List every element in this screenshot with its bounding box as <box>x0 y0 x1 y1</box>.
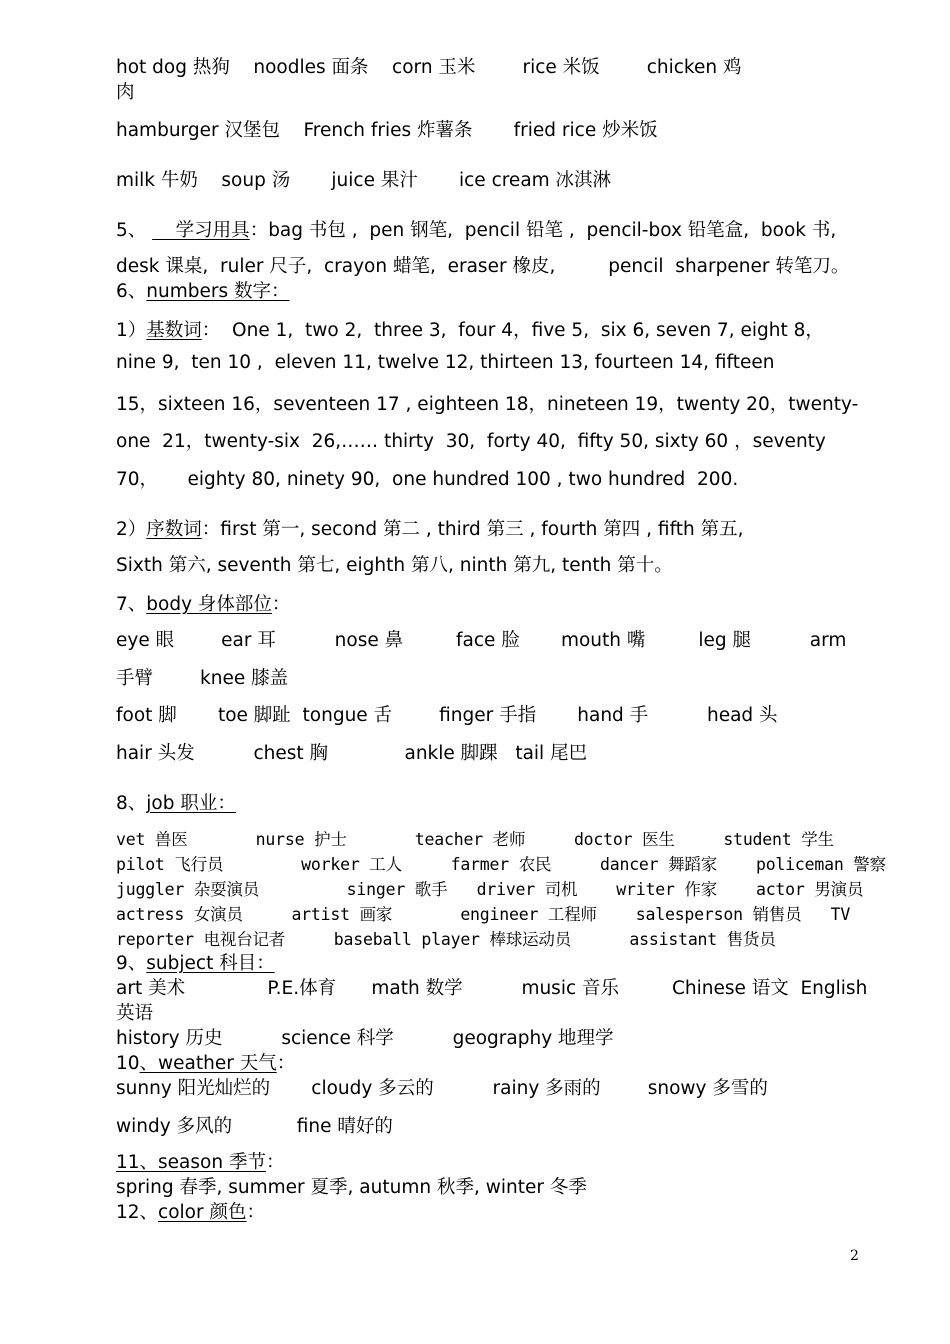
body-heading-line <box>116 590 290 616</box>
section-heading-job: job 职业： <box>146 793 236 814</box>
body-line-4: hair 头发 chest 胸 ankle 脚踝 tail 尾巴 <box>116 743 588 764</box>
section-number: 9、 <box>116 953 147 974</box>
subject-line-1: art 美术 P.E.体育 math 数学 music 音乐 Chinese 语文 English <box>116 978 868 999</box>
section-heading-numbers: numbers 数字： <box>146 281 290 302</box>
color-heading-line <box>116 1198 265 1224</box>
body-line-1: eye 眼 ear 耳 nose 鼻 face 脸 mouth 嘴 leg 腿 arm <box>116 630 847 651</box>
school-things-line-2: desk 课桌, ruler 尺子, crayon 蜡笔, eraser 橡皮, pencil sharpener 转笔刀。 <box>116 256 850 277</box>
job-line-1: vet 兽医 nurse 护士 teacher 老师 doctor 医生 student 学生 <box>116 830 834 849</box>
heading-colon: ： <box>276 1053 296 1074</box>
weather-line-2: windy 多风的 fine 晴好的 <box>116 1116 393 1137</box>
section-number: 6、 <box>116 281 147 302</box>
ordinal-line-2: Sixth 第六, seventh 第七, eighth 第八, ninth 第九, tenth 第十。 <box>116 555 673 576</box>
cardinal-line-5: 70， eighty 80, ninety 90, one hundred 100 , two hundred 200. <box>116 469 739 490</box>
job-line-4: actress 女演员 artist 画家 engineer 工程师 salesperson 销售员 TV <box>116 905 851 924</box>
subheading-ordinal: 序数词 <box>146 519 202 540</box>
season-heading-line <box>116 1148 284 1174</box>
food-line-1: hot dog 热狗 noodles 面条 corn 玉米 rice 米饭 chicken 鸡 <box>116 57 742 78</box>
heading-colon: ： <box>246 1202 265 1223</box>
numbers-heading-line <box>116 277 290 303</box>
section-heading-subject: subject 科目： <box>146 953 275 974</box>
subject-line-2: 英语 <box>116 1003 154 1024</box>
school-things-items: ：bag 书包 , pen 钢笔, pencil 铅笔 , pencil-box 铅笔盒, book 书, <box>249 220 837 241</box>
section-heading-color: color 颜色 <box>158 1202 247 1223</box>
section-number: 5、 <box>116 220 153 241</box>
section-number: 7、 <box>116 594 147 615</box>
section-heading-season: 11、season 季节 <box>116 1152 266 1173</box>
cardinal-line-3: 15，sixteen 16，seventeen 17 , eighteen 18，nineteen 19，twenty 20，twenty- <box>116 394 859 415</box>
job-heading-line <box>116 789 236 815</box>
season-line-1: spring 春季, summer 夏季, autumn 秋季, winter 冬季 <box>116 1177 587 1198</box>
sub-number: 1） <box>116 320 147 341</box>
job-line-2: pilot 飞行员 worker 工人 farmer 农民 dancer 舞蹈家 policeman 警察 <box>116 855 886 874</box>
section-heading-school-things: 学习用具 <box>152 220 250 241</box>
food-line-3: hamburger 汉堡包 French fries 炸薯条 fried rice 炒米饭 <box>116 120 658 141</box>
cardinal-line-2: nine 9, ten 10 , eleven 11, twelve 12, thirteen 13, fourteen 14, fifteen <box>116 352 775 373</box>
cardinal-line-4: one 21，twenty-six 26,…… thirty 30, forty 40, fifty 50, sixty 60 ，seventy <box>116 431 826 452</box>
section-heading-weather: 、weather 天气 <box>139 1053 277 1074</box>
sub-number: 2） <box>116 519 147 540</box>
section-number: 10 <box>116 1053 140 1074</box>
subheading-cardinal: 基数词 <box>146 320 202 341</box>
cardinal-items: ： One 1, two 2, three 3, four 4，five 5, six 6, seven 7, eight 8， <box>201 320 824 341</box>
ordinal-line-1 <box>116 515 744 541</box>
section-number: 8、 <box>116 793 147 814</box>
subject-heading-line <box>116 949 275 975</box>
heading-colon: ： <box>271 594 291 615</box>
body-line-2: 手臂 knee 膝盖 <box>116 668 289 689</box>
section-heading-body: body 身体部位 <box>146 594 272 615</box>
cardinal-line-1 <box>116 316 824 342</box>
page-number: 2 <box>850 1248 859 1264</box>
heading-colon: ： <box>265 1152 285 1173</box>
ordinal-items: ：first 第一, second 第二 , third 第三 , fourth 第四 , fifth 第五, <box>201 519 744 540</box>
food-line-4: milk 牛奶 soup 汤 juice 果汁 ice cream 冰淇淋 <box>116 170 612 191</box>
job-line-5: reporter 电视台记者 baseball player 棒球运动员 assistant 售货员 <box>116 930 776 949</box>
section-number: 12、 <box>116 1202 159 1223</box>
job-line-3: juggler 杂耍演员 singer 歌手 driver 司机 writer 作家 actor 男演员 <box>116 880 864 899</box>
weather-heading-line <box>116 1049 295 1075</box>
school-things-line-1 <box>116 216 836 242</box>
body-line-3: foot 脚 toe 脚趾 tongue 舌 finger 手指 hand 手 head 头 <box>116 705 778 726</box>
weather-line-1: sunny 阳光灿烂的 cloudy 多云的 rainy 多雨的 snowy 多雪的 <box>116 1078 768 1099</box>
food-line-2: 肉 <box>116 82 135 103</box>
subject-line-3: history 历史 science 科学 geography 地理学 <box>116 1028 614 1049</box>
